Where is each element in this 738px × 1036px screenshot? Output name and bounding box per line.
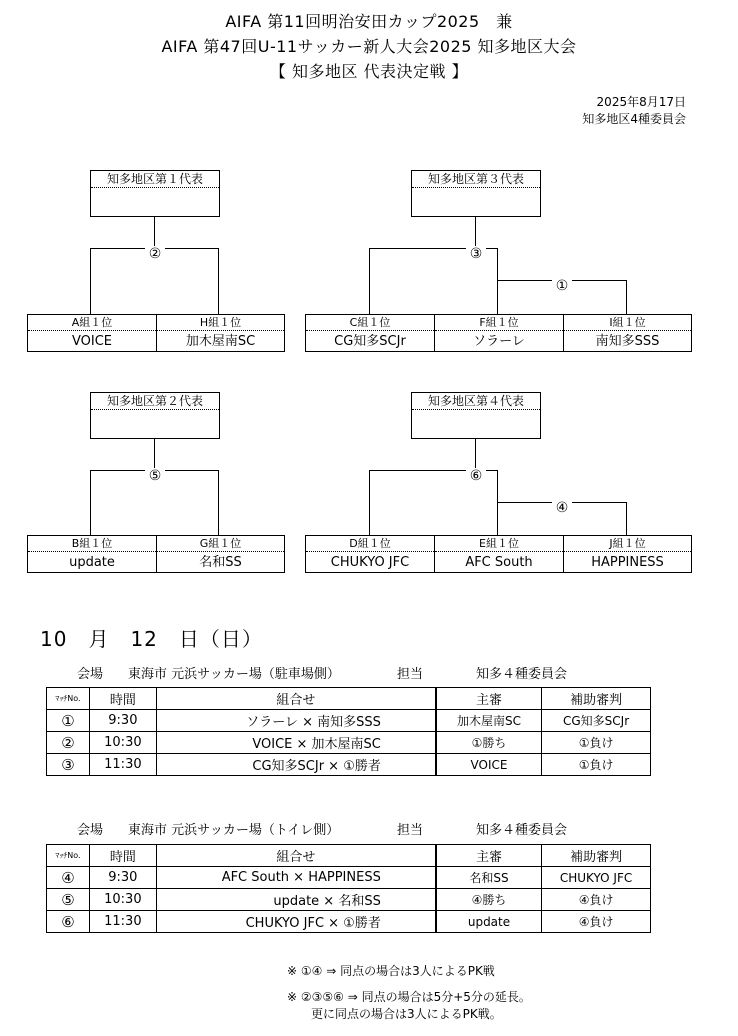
match-number: ④ [552,500,572,516]
rep-box [90,392,220,439]
rep-box [411,392,541,439]
venue-name: 東海市 元浜サッカー場（駐車場側） [128,667,340,682]
rep-label: 知多地区第３代表 [412,171,540,188]
match-number: ② [145,246,165,262]
col-match-no: ﾏｯﾁNo. [47,845,90,867]
document-date: 2025年8月17日 [596,95,686,109]
assistant-referee: ①負け [542,732,651,754]
match-number: ① [552,278,572,294]
col-time: 時間 [89,845,156,867]
referee: 加木屋南SC [436,710,542,732]
team-name: HAPPINESS [591,555,664,570]
match-time: 10:30 [89,732,156,754]
group-row [27,314,285,352]
schedule-table [46,844,651,933]
assistant-referee: ④負け [542,889,651,911]
group-label: H組１位 [157,315,284,331]
title-line-1: AIFA 第11回明治安田カップ2025 兼 [225,12,513,31]
match-time: 11:30 [89,754,156,776]
group-label: I組１位 [564,315,691,331]
match-number: ⑤ [145,468,165,484]
team-name: VOICE [71,334,113,349]
match-no: ⑥ [47,911,90,933]
note-pk: ※ ①④ ⇒ 同点の場合は3人によるPK戦 [287,964,495,978]
charge-label: 担当 [397,823,424,838]
team-name: CG知多SCJr [334,334,406,349]
charge-label: 担当 [397,667,424,682]
referee: VOICE [436,754,542,776]
note-extra-time: ※ ②③⑤⑥ ⇒ 同点の場合は5分+5分の延長。 [287,990,531,1004]
match-no: ② [47,732,90,754]
rep-box [90,170,220,217]
referee: ④勝ち [436,889,542,911]
referee: update [436,911,542,933]
group-row [27,535,285,573]
col-referee: 主審 [436,688,542,710]
schedule-table [46,687,651,776]
table-header-row [47,688,651,710]
venue-label: 会場 [77,823,104,838]
match-pairing: CG知多SCJr × ①勝者 [156,754,436,776]
match-no: ① [47,710,90,732]
group-row [305,314,692,352]
group-row [305,535,692,573]
assistant-referee: ④負け [542,911,651,933]
charge-name: 知多４種委員会 [476,667,568,682]
match-time: 9:30 [89,867,156,889]
team-name: 加木屋南SC [185,334,256,349]
venue-label: 会場 [77,667,104,682]
group-label: E組１位 [435,536,563,552]
match-pairing: ソラーレ × 南知多SSS [156,710,436,732]
team-name: ソラーレ [473,334,525,349]
group-label: G組１位 [157,536,284,552]
team-name: 南知多SSS [595,334,660,349]
match-time: 11:30 [89,911,156,933]
rep-label: 知多地区第１代表 [91,171,219,188]
team-name: update [69,555,115,570]
group-label: C組１位 [306,315,434,331]
col-assistant: 補助審判 [542,688,651,710]
match-number: ⑥ [466,468,486,484]
table-row [47,867,651,889]
match-number: ③ [466,246,486,262]
rep-box [411,170,541,217]
col-match: 組合せ [156,845,436,867]
title-line-2: AIFA 第47回U-11サッカー新人大会2025 知多地区大会 [161,37,577,56]
group-label: F組１位 [435,315,563,331]
match-pairing: VOICE × 加木屋南SC [156,732,436,754]
col-match: 組合せ [156,688,436,710]
match-time: 10:30 [89,889,156,911]
match-pairing: AFC South × HAPPINESS [156,867,436,889]
col-time: 時間 [89,688,156,710]
note-extra-time-pk: 更に同点の場合は3人によるPK戦。 [311,1007,502,1021]
match-pairing: CHUKYO JFC × ①勝者 [156,911,436,933]
venue-name: 東海市 元浜サッカー場（トイレ側） [128,823,340,838]
table-row [47,911,651,933]
group-label: A組１位 [28,315,156,331]
table-row [47,754,651,776]
group-label: B組１位 [28,536,156,552]
referee: ①勝ち [436,732,542,754]
col-referee: 主審 [436,845,542,867]
match-time: 9:30 [89,710,156,732]
schedule-date: 10 月 12 日（日） [40,627,263,651]
team-name: CHUKYO JFC [330,555,410,570]
col-assistant: 補助審判 [542,845,651,867]
team-name: 名和SS [199,555,242,570]
referee: 名和SS [436,867,542,889]
title-line-3: 【 知多地区 代表決定戦 】 [269,62,469,81]
table-header-row [47,845,651,867]
match-pairing: update × 名和SS [156,889,436,911]
table-row [47,710,651,732]
match-no: ③ [47,754,90,776]
match-no: ⑤ [47,889,90,911]
charge-name: 知多４種委員会 [476,823,568,838]
team-name: AFC South [465,555,533,570]
organizer: 知多地区4種委員会 [582,112,686,126]
match-no: ④ [47,867,90,889]
assistant-referee: CG知多SCJr [542,710,651,732]
col-match-no: ﾏｯﾁNo. [47,688,90,710]
group-label: J組１位 [564,536,691,552]
assistant-referee: ①負け [542,754,651,776]
table-row [47,732,651,754]
group-label: D組１位 [306,536,434,552]
rep-label: 知多地区第２代表 [91,393,219,410]
table-row [47,889,651,911]
assistant-referee: CHUKYO JFC [542,867,651,889]
rep-label: 知多地区第４代表 [412,393,540,410]
